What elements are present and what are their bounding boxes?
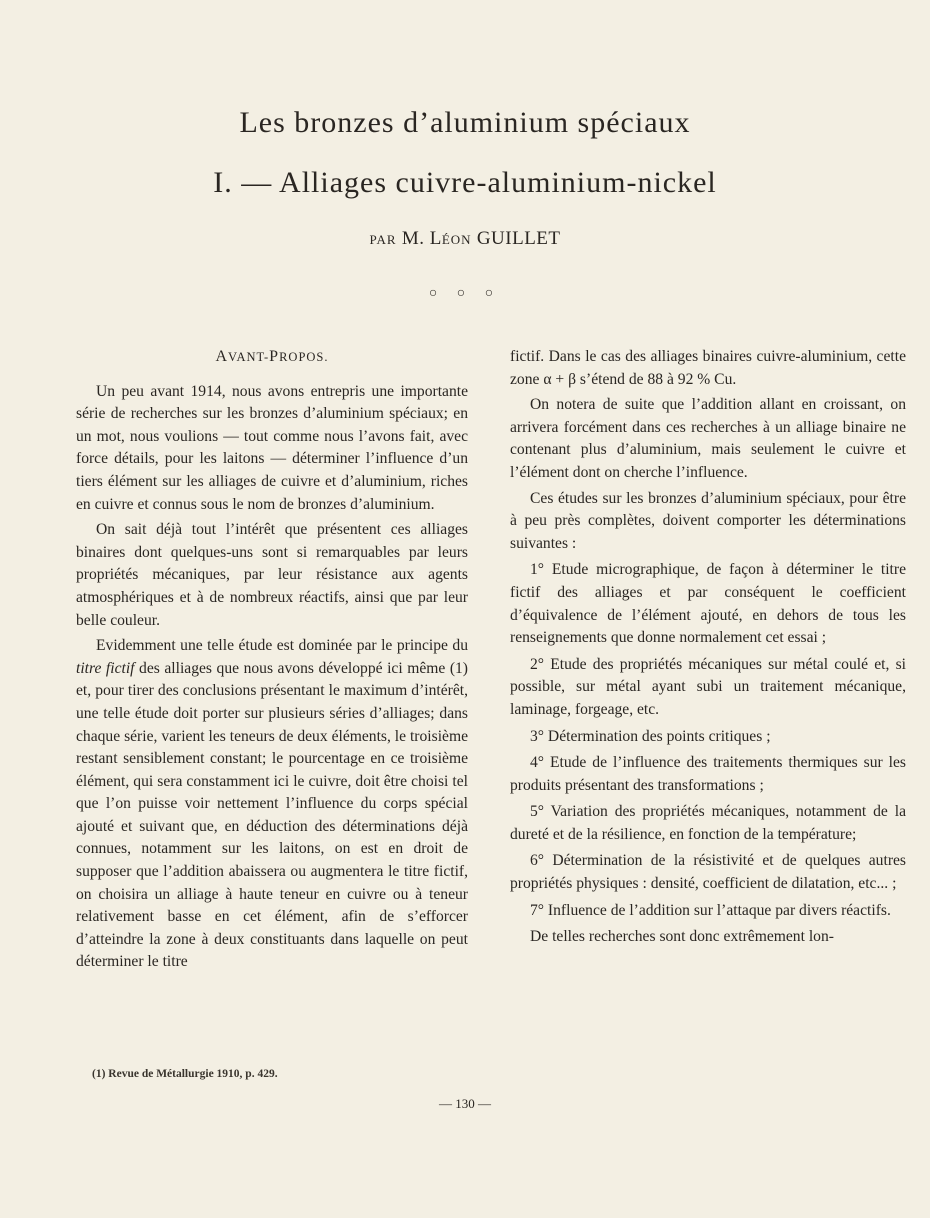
paragraph: On notera de suite que l’addition allant en croissant, on arrivera forcément dans ces recherches à un alliage binaire ne contenant plus d’aluminium, mais seulement le cuivre et l’élément dont on cherche l’influence. (510, 396, 906, 481)
list-item: 6° Détermination de la résistivité et de quelques autres propriétés physiques : densité, coefficient de dilatation, etc... ; (510, 852, 906, 893)
heading-part-3: ROPOS. (279, 350, 329, 364)
list-item: 1° Etude micrographique, de façon à déterminer le titre fictif des alliages et par conséquent le coefficient d’équivalence de l’élément ajouté, en dehors de tous les renseignements que donne normalement cet essai ; (510, 561, 906, 647)
byline-par: PAR (369, 232, 397, 247)
heading-part-2: P (269, 348, 280, 365)
left-column (76, 346, 468, 974)
byline-name-smallcaps: ÉON (441, 232, 472, 247)
italic-term: titre fictif (76, 659, 135, 677)
section-ornament: ○ ○ ○ (428, 286, 502, 301)
paragraph: De telles recherches sont donc extrêmement lon- (530, 928, 834, 946)
heading-initial: A (215, 348, 229, 365)
heading-part-1: VANT- (228, 350, 270, 364)
paragraph-text: Evidemment une telle étude est dominée par le principe du (96, 637, 468, 655)
paragraph-text: des alliages que nous avons développé ici même (1) et, pour tirer des conclusions présentant le maximum d’intérêt, une telle étude doit porter sur plusieurs séries d’alliages; dans chaque série, varient les teneurs de deux éléments, le troisième restant sensiblement constant; le pourcentage en ce troisième élément, qui sera constamment ici le cuivre, doit être choisi tel que l’on puisse voir nettement l’influence du corps spécial ajouté et suivant que, en déduction des déterminations déjà connues, notamment sur les laitons, on est en droit de supposer que l’addition abaissera ou augmentera le titre fictif, on choisira un alliage à haute teneur en cuivre ou à teneur relativement basse en cet élément, afin de s’efforcer d’atteindre la zone à deux constituants dans laquelle on peut déterminer le titre (76, 659, 469, 971)
right-column (510, 346, 906, 949)
footnote: (1) Revue de Métallurgie 1910, p. 429. (92, 1068, 278, 1080)
list-item: 5° Variation des propriétés mécaniques, notamment de la dureté et de la résilience, en fonction de la température; (510, 803, 906, 843)
page-number: — 130 — (439, 1096, 491, 1111)
paragraph: Un peu avant 1914, nous avons entrepris une importante série de recherches sur les bronzes d’aluminium spéciaux; en un mot, nous voulions — tout comme nous l’avons fait, avec force détails, pour les laitons — déterminer l’influence d’un tiers élément sur les alliages de cuivre et d’aluminium, riches en cuivre et connus sous le nom de bronzes d’aluminium. (76, 382, 468, 513)
byline-name-prefix: M. L (401, 228, 442, 249)
paragraph (76, 635, 468, 974)
list-item: 4° Etude de l’influence des traitements thermiques sur les produits présentant des transformations ; (510, 754, 906, 794)
list-item: 3° Détermination des points critiques ; (530, 727, 771, 745)
paragraph: On sait déjà tout l’intérêt que présentent ces alliages binaires dont quelques-uns sont si remarquables par leurs propriétés mécaniques, par leur résistance aux agents atmosphériques et à de nombreux réactifs, ainsi que par leur belle couleur. (76, 521, 468, 629)
author-byline (0, 228, 930, 250)
article-title: Les bronzes d’aluminium spéciaux (239, 106, 691, 139)
list-item: 7° Influence de l’addition sur l’attaque par divers réactifs. (530, 901, 891, 919)
list-item: 2° Etude des propriétés mécaniques sur métal coulé et, si possible, sur métal ayant subi un traitement mécanique, laminage, forgeage, etc. (510, 655, 906, 718)
byline-surname: GUILLET (476, 228, 561, 249)
paragraph: fictif. Dans le cas des alliages binaires cuivre-aluminium, cette zone α + β s’étend de 88 à 92 % Cu. (510, 348, 906, 388)
paragraph: Ces études sur les bronzes d’aluminium spéciaux, pour être à peu près complètes, doivent comporter les déterminations suivantes : (510, 489, 906, 552)
article-subtitle: I. — Alliages cuivre-aluminium-nickel (213, 166, 717, 199)
section-heading (76, 346, 468, 369)
